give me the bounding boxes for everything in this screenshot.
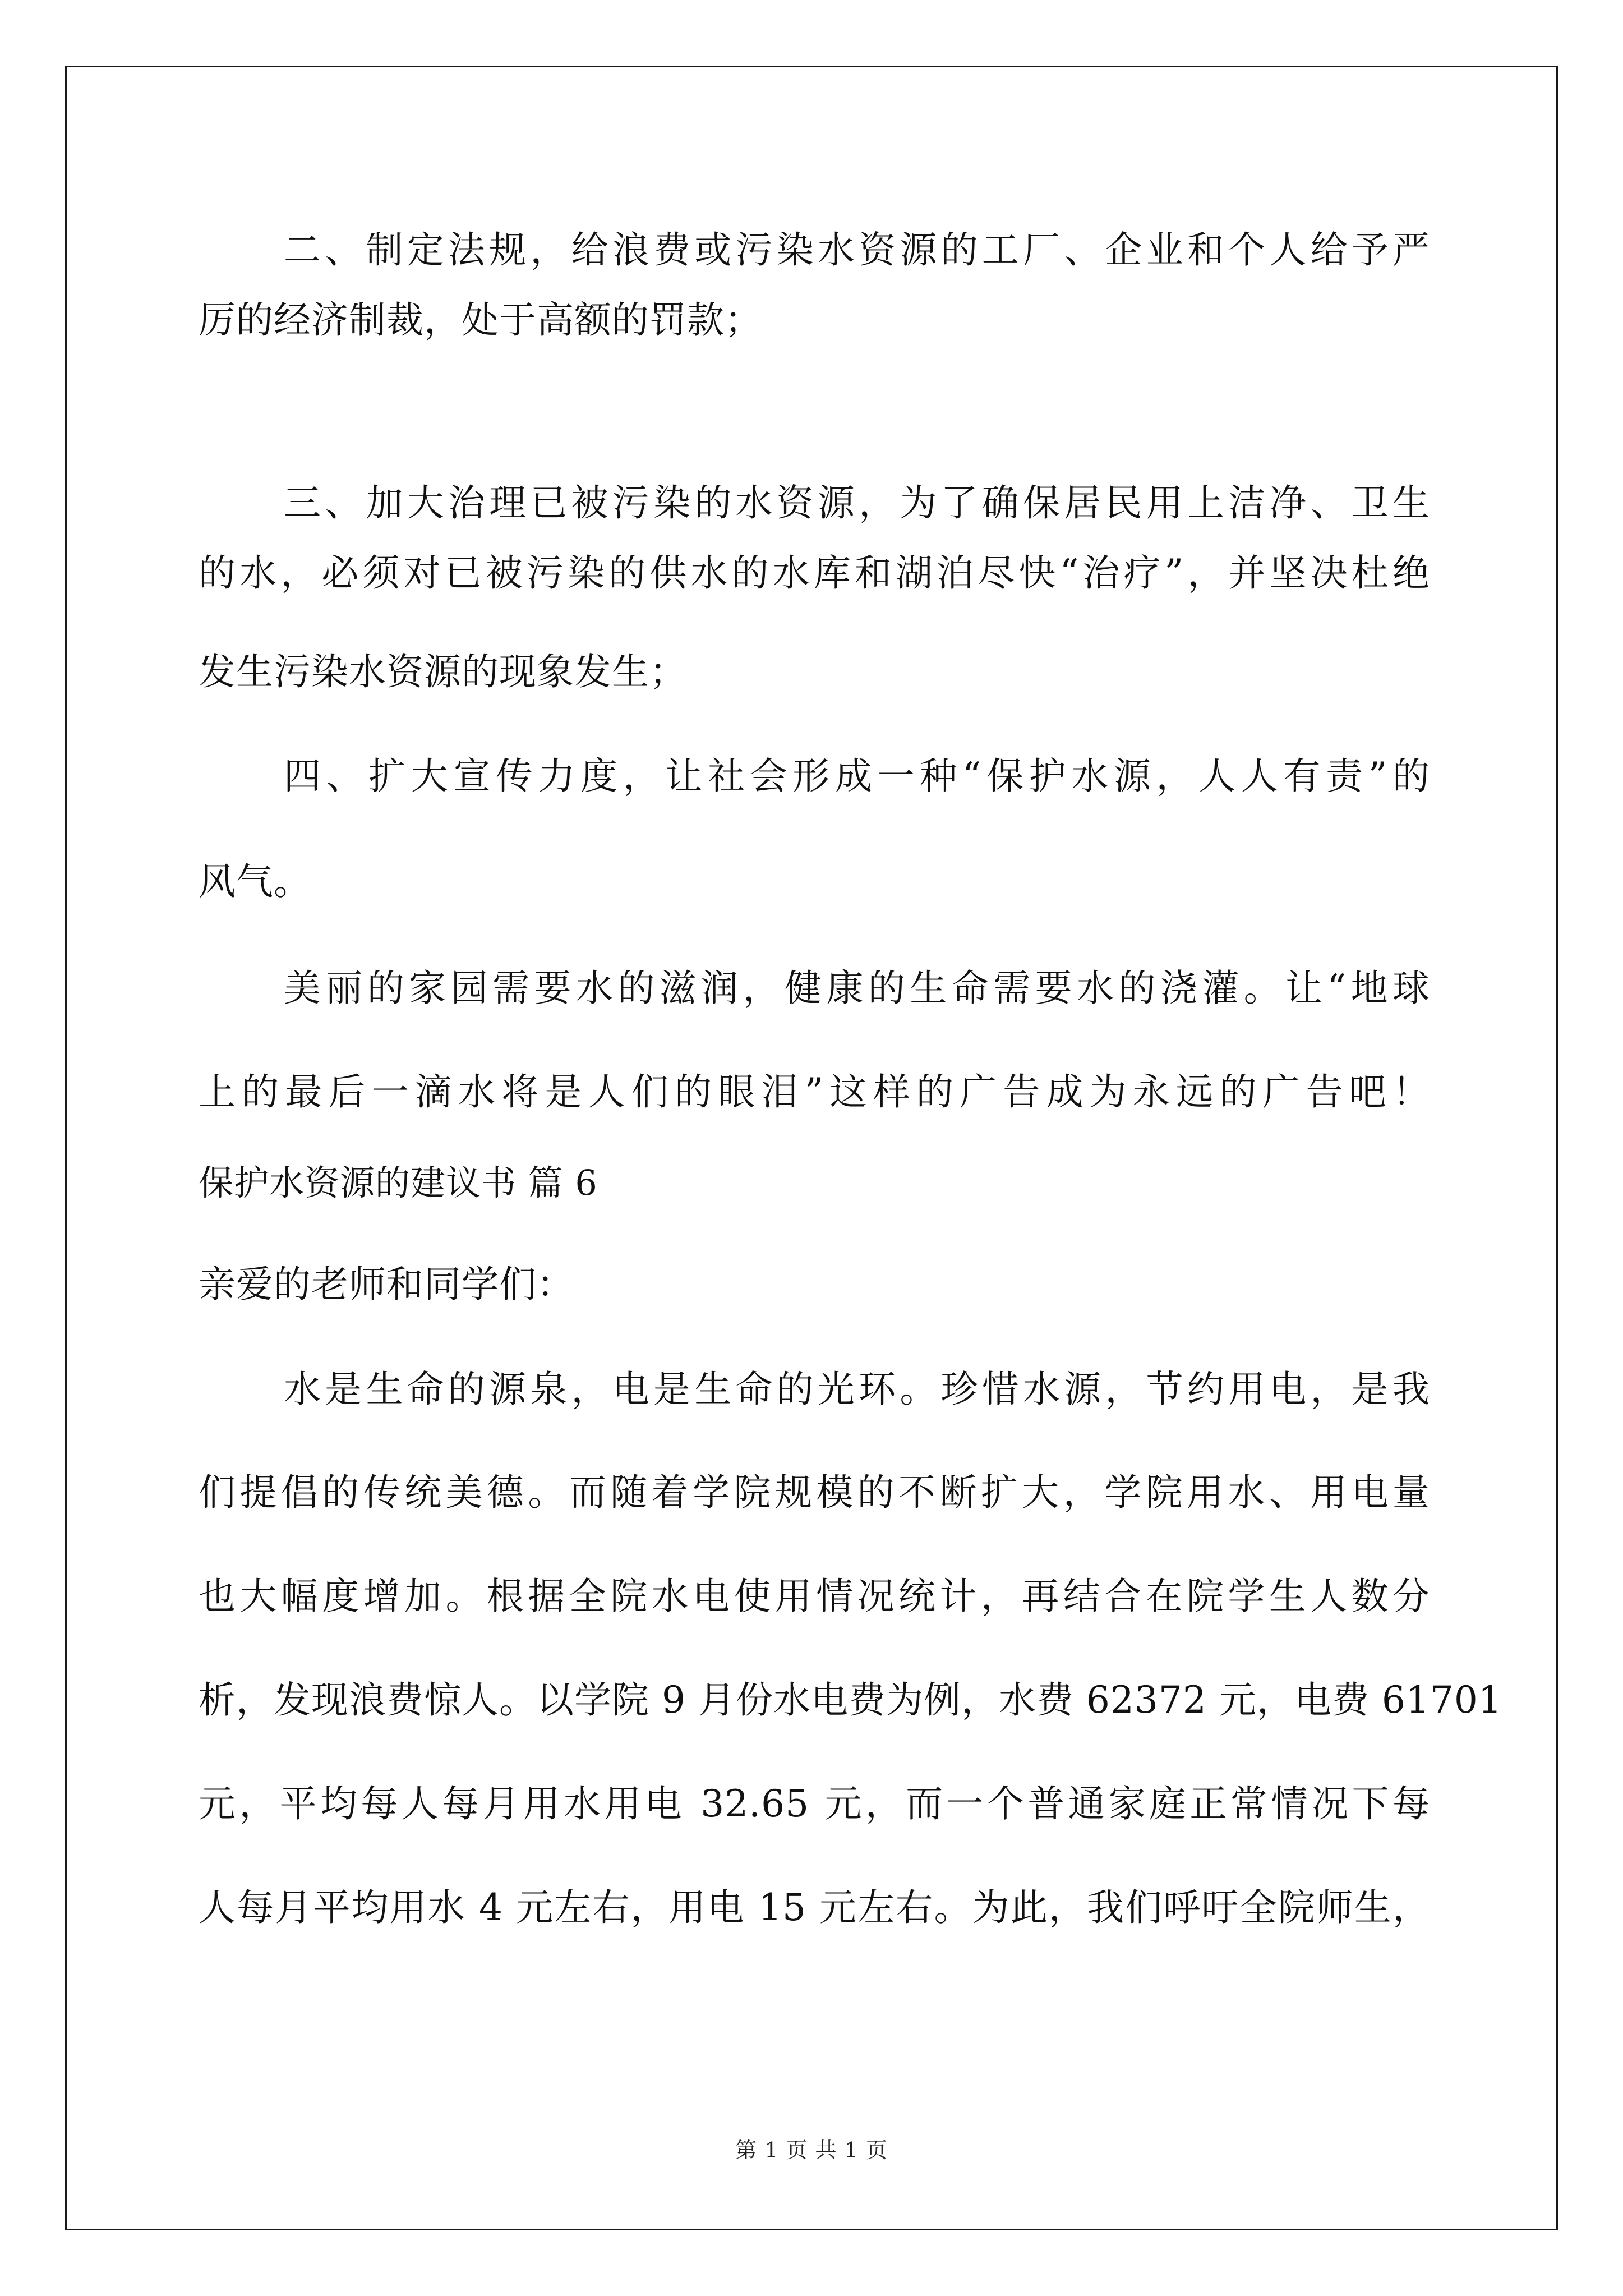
paragraph-line: 美丽的家园需要水的滋润，健康的生命需要水的浇灌。让“地球	[284, 967, 1430, 1010]
paragraph-line: 二、制定法规，给浪费或污染水资源的工厂、企业和个人给予严	[284, 228, 1430, 272]
paragraph-line: 人每月平均用水 4 元左右，用电 15 元左右。为此，我们呼吁全院师生，	[199, 1886, 1430, 1929]
section-heading: 保护水资源的建议书 篇 6	[199, 1162, 598, 1203]
paragraph-line: 元，平均每人每月用水用电 32.65 元，而一个普通家庭正常情况下每	[199, 1782, 1430, 1825]
paragraph-line: 四、扩大宣传力度，让社会形成一种“保护水源，人人有责”的	[284, 754, 1430, 798]
paragraph-line: 析，发现浪费惊人。以学院 9 月份水电费为例，水费 62372 元，电费 61701	[199, 1678, 1502, 1722]
paragraph-line: 们提倡的传统美德。而随着学院规模的不断扩大，学院用水、用电量	[199, 1471, 1430, 1514]
paragraph-line: 风气。	[199, 860, 311, 903]
paragraph-line: 的水，必须对已被污染的供水的水库和湖泊尽快“治疗”，并坚决杜绝	[199, 551, 1430, 595]
salutation: 亲爱的老师和同学们：	[199, 1263, 574, 1306]
paragraph-line: 水是生命的源泉，电是生命的光环。珍惜水源，节约用电，是我	[284, 1368, 1430, 1411]
paragraph-line: 上的最后一滴水将是人们的眼泪”这样的广告成为永远的广告吧！	[199, 1070, 1430, 1114]
paragraph-line: 厉的经济制裁，处于高额的罚款；	[199, 298, 762, 342]
paragraph-line: 发生污染水资源的现象发生；	[199, 650, 687, 693]
paragraph-line: 也大幅度增加。根据全院水电使用情况统计，再结合在院学生人数分	[199, 1575, 1430, 1618]
paragraph-line: 三、加大治理已被污染的水资源，为了确保居民用上洁净、卫生	[284, 481, 1430, 524]
page-footer: 第 1 页 共 1 页	[735, 2138, 888, 2162]
